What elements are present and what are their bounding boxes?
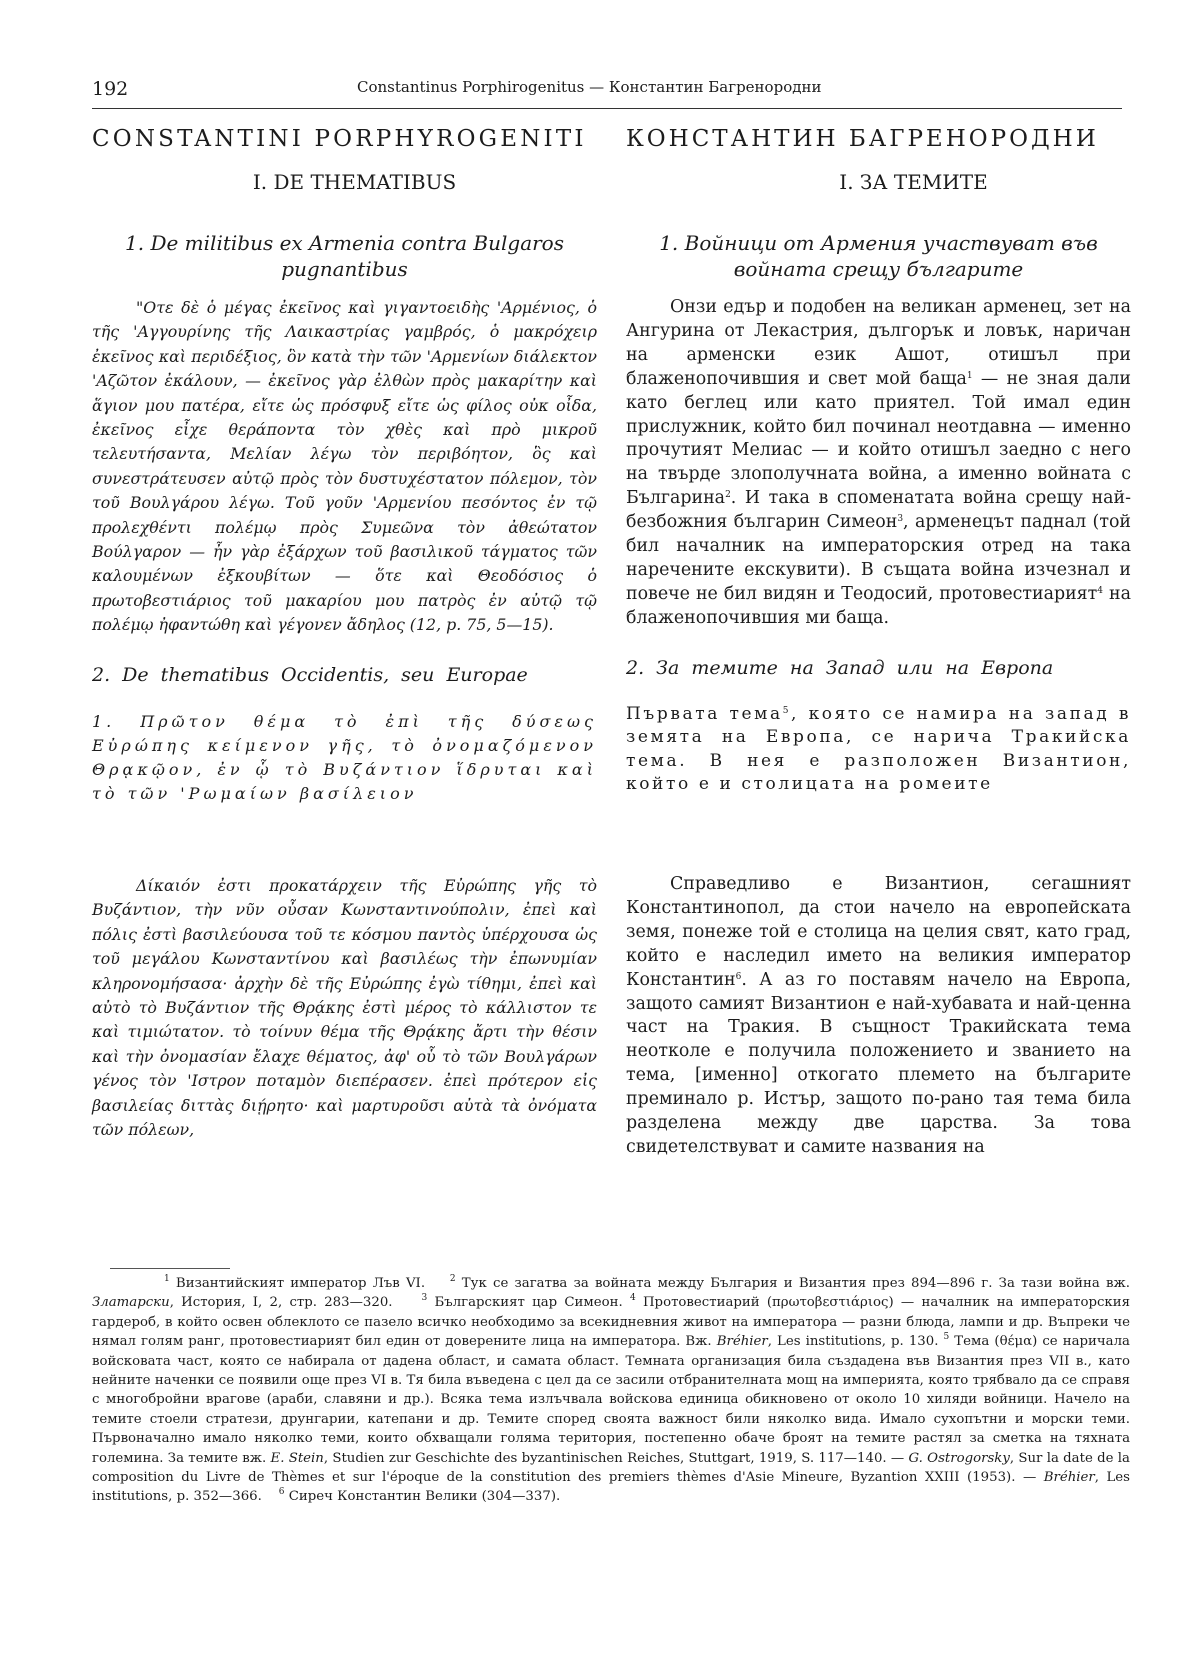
footnote-number: 6	[278, 1487, 285, 1498]
bulgarian-paragraph-2	[626, 873, 1131, 1160]
paragraph-text: . И така в споменатата война срещу най-безбожния българин Симеон	[626, 488, 1131, 533]
paragraph-text: на блаженопочившия ми баща.	[626, 583, 1131, 628]
latin-subheading-1: 1. De militibus ex Armenia contra Bulgaros pugnantibus	[125, 231, 564, 281]
bulgarian-section-title: I. ЗА ТЕМИТЕ	[839, 170, 988, 194]
footnote-text: Тук се загатва за войната между България и Византия през 894—896 г. За тази война вж.	[455, 1276, 1130, 1291]
bulgarian-column	[626, 126, 1131, 1256]
latin-greek-column	[92, 126, 597, 1256]
author-name: Bréhier	[1043, 1470, 1095, 1486]
footnote-rule	[110, 1268, 230, 1269]
paragraph-text: . А аз го поставям начело на Европа, защото самият Византион е най-хубавата и най-ценна част на Тракия. В същност Тракийската тема неотколе е получила положението и званието на тема, [именно] откогато племето на българите преминало р. Истър, защото по-рано тая тема била разделена между две царства. За това свидетелствуват и самите названия на	[626, 969, 1131, 1157]
latin-subheading-2: 2. De thematibus Occidentis, seu Europae	[92, 663, 528, 686]
footnote-text: , История, I, 2, стр. 283—320.	[169, 1295, 393, 1311]
footnote-ref: 2	[725, 490, 731, 501]
footnotes	[92, 1274, 1130, 1507]
footnote-text: , Sur la date de la composition du Livre de Thèmes et sur l'époque de la constitution des premiers thèmes d'Asie Mineure, Byzantion XXIII (1953). —	[92, 1450, 1130, 1486]
footnote-text: Тема (θέμα) се наричала войсковата част, която се набирала от дадена област, и самата област. Темната организация била създадена във Византия през VII в., като нейните наченки се появили още през VI в. Тя била въведена с цел да се засили отбранителната мощ на империята, която трябвало да се справя с многобройни врагове (араби, славяни и др.). Всяка тема излъчвала войскова единица обикновено от около 10 хиляди войници. Начело на темите стоели стратези, друнгарии, катепани и др. Темите според своята важност били няколко вида. Имало сухопътни и морски теми. Първоначално имало няколко теми, които обхващали голяма територия, постепенно обаче броят на темите растял за сметка на тяхната големина. За темите вж.	[92, 1334, 1130, 1466]
author-name: Златарски	[92, 1295, 170, 1311]
footnote-number: 3	[421, 1293, 428, 1304]
latin-main-title: CONSTANTINI PORPHYROGENITI	[92, 126, 587, 152]
footnote-text: Протовестиарий (πρωτοβεστιάριος) — началник на императорския гардероб, в който освен облеклото се пазело всичко необходимо за всекидневния живот на императора — разни блюда, лампи и др. Въпреки че нямал голям ранг, протовестиарият бил един от доверените лица на императора. Вж.	[92, 1295, 1130, 1350]
footnote-number: 2	[449, 1274, 456, 1284]
footnote-ref: 6	[735, 971, 742, 982]
paragraph-text: Справедливо е Византион, сегашният Константинопол, да стои начело на европейската земя, понеже той е столица на целия свят, като град, който е наследил името на великия император Константин	[626, 874, 1131, 990]
bulgarian-paragraph-1	[626, 296, 1131, 631]
bulgarian-main-title: КОНСТАНТИН БАГРЕНОРОДНИ	[626, 126, 1099, 152]
footnote-text: , Les institutions, p. 352—366.	[92, 1470, 1130, 1505]
footnote-group-1	[92, 1274, 1130, 1507]
greek-paragraph-2: Δίκαιόν ἐστι προκατάρχειν τῆς Εὐρώπης γῆς τὸ Βυζάντιον, τὴν νῦν οὖσαν Κωνσταντινούπολιν, ἐπεὶ καὶ πόλις ἐστὶ βασιλεύουσα τοῦ τε κόσμου παντὸς ὑπέρχουσα ὡς τοῦ μεγάλου Κωνσταντίνου καὶ βασιλέως τὴν ἐπωνυμίαν κληρονομήσασα· ἀρχὴν δὲ τῆς Εὐρώπης ἐγὼ τίθημι, ἐπεὶ καὶ αὐτὸ τὸ Βυζάντιον τῆς Θρᾴκης ἐστὶ μέρος τὸ κάλλιστον τε καὶ τιμιώτατον. τὸ τοίνυν θέμα τῆς Θρᾴκης ἄρτι τὴν θέσιν καὶ τὴν ὀνομασίαν ἔλαχε θέματος, ἀφ' οὗ τὸ τῶν Βουλγάρων γένος τὸν 'Ιστρον ποταμὸν διεπέρασεν. ἐπεὶ πρότερον εἰς βασιλείας διττὰς διῄρητο· καὶ μαρτυροῦσι αὐτὰ τὰ ὀνόματα τῶν πόλεων,	[92, 876, 597, 1140]
footnote-number: 4	[629, 1293, 636, 1304]
bulgarian-subheading-2: 2. За темите на Запад или на Европа	[626, 656, 1054, 679]
running-title: Constantinus Porphirogenitus — Константин Багренородни	[357, 78, 822, 96]
footnote-number: 1	[164, 1274, 170, 1284]
author-name: Bréhier	[716, 1334, 768, 1350]
page-number: 192	[92, 78, 129, 100]
footnote-ref: 3	[897, 514, 904, 525]
footnote-text: Сиреч Константин Велики (304—337).	[284, 1489, 561, 1505]
footnote-text: Българският цар Симеон.	[427, 1295, 623, 1311]
paragraph-text: Онзи едър и подобен на великан арменец, зет на Ангурина от Лекастрия, дългорък и ловък, наричан на арменски език Ашот, отишъл при блаженопочившия и свет мой баща	[626, 297, 1131, 389]
running-head	[92, 74, 1122, 109]
paragraph-text: — не зная дали като беглец или като приятел. Той имал един прислужник, който бил починал неотдавна — именно прочутият Мелиас — и който отишъл заедно с него на твърде злополучната война, а именно войната с Българина	[626, 368, 1132, 509]
footnote-number: 5	[943, 1332, 950, 1343]
greek-theme-heading: 1. Πρῶτον θέμα τὸ ἐπὶ τῆς δύσεως Εὐρώπης κείμενον γῆς, τὸ ὀνομαζόμενον Θρᾳκῷον, ἐν ᾧ τὸ Βυζάντιον ἵδρυται καὶ τὸ τῶν 'Ρωμαίων βασίλειον	[92, 711, 597, 803]
author-name: G. Ostrogorsky	[908, 1450, 1010, 1466]
bulgarian-subheading-1: 1. Войници от Армения участвуват във войната срещу българите	[659, 231, 1098, 281]
footnote-text: , Studien zur Geschichte des byzantinischen Reiches, Stuttgart, 1919, S. 117—140. —	[323, 1450, 909, 1466]
footnote-ref: 5	[782, 705, 792, 716]
greek-paragraph-1: "Οτε δὲ ὁ μέγας ἐκεῖνος καὶ γιγαντοειδὴς 'Αρμένιος, ὁ τῆς 'Αγγουρίνης τῆς Λαικαστρίας γαμβρός, ὁ μακρόχειρ ἐκεῖνος καὶ περιδέξιος, ὃν κατὰ τὴν τῶν 'Αρμενίων διάλεκτον 'Αζῶτον ἐκάλουν, — ἐκεῖνος γὰρ ἐλθὼν πρὸς μακαρίτην καὶ ἅγιον μου πατέρα, εἴτε ὡς πρόσφυξ εἴτε ὡς φίλος οὐκ οἶδα, ἐκεῖνος εἶχε θεράποντα τὸν χθὲς καὶ πρὸ μικροῦ τελευτήσαντα, Μελίαν λέγω τὸν περιβόητον, ὃς καὶ συνεστράτευσεν αὐτῷ πρὸς τὸν δυστυχέστατον πόλεμον, τὸν τοῦ Βουλγάρου λέγω. Τοῦ γοῦν 'Αρμενίου πεσόντος ἐν τῷ προλεχθέντι πολέμῳ πρὸς Συμεῶνα τὸν ἀθεώτατον Βούλγαρον — ἦν γὰρ ἐξάρχων τοῦ βασιλικοῦ τάγματος τῶν καλουμένων ἐξκουβίτων — ὅτε καὶ Θεοδόσιος ὁ πρωτοβεστιάριος τοῦ μακαρίου μου πατρὸς ἐν αὐτῷ τῷ πολέμῳ ἠφαντώθη καὶ γέγονεν ἄδηλος (12, p. 75, 5—15).	[92, 298, 597, 635]
footnote-text: Византийският император Лъв VI.	[169, 1276, 426, 1291]
bulgarian-theme-heading	[626, 703, 1131, 797]
paragraph-text: , арменецът паднал (той бил началник на императорския отред на така наречените екскувити). В същата война изчезнал и повече не бил видян и Теодосий, протовестиарият	[626, 512, 1132, 604]
heading-text: Първата тема	[626, 703, 783, 724]
two-column-body	[92, 126, 1130, 1256]
latin-section-title: I. DE THEMATIBUS	[252, 170, 457, 194]
footnote-ref: 4	[1097, 585, 1104, 596]
heading-text: , която се намира на запад в земята на Европа, се нарича Тракийска тема. В нея е разположен Византион, който е и столицата на ромеите	[626, 703, 1131, 795]
author-name: E. Stein	[270, 1450, 324, 1466]
footnote-ref: 1	[966, 370, 973, 381]
footnote-text: , Les institutions, p. 130.	[767, 1334, 939, 1350]
